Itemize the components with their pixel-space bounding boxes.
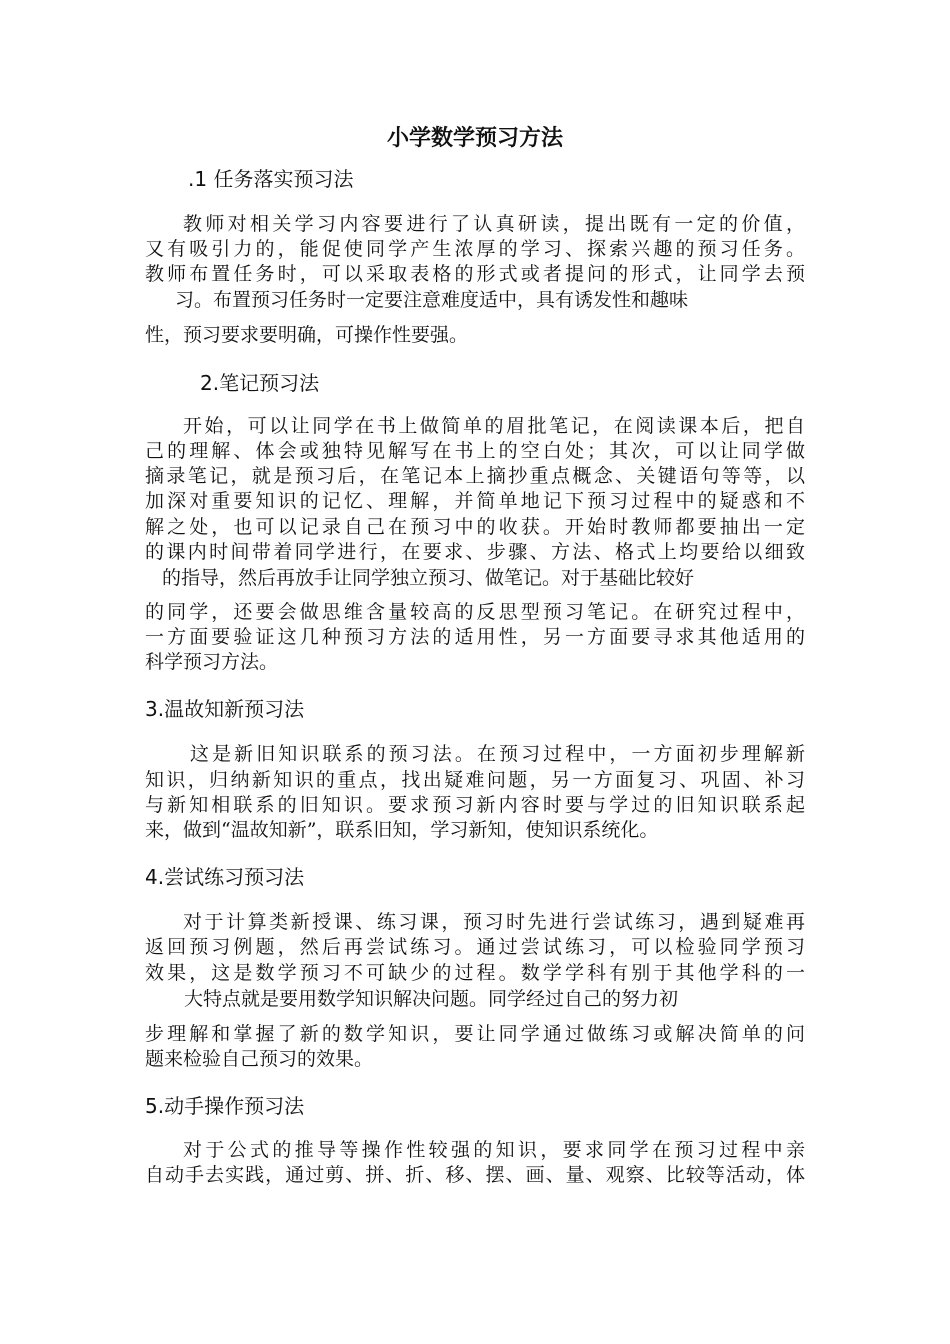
paragraph-line: 的同学，还要会做思维含量较高的反思型预习笔记。在研究过程中， xyxy=(145,601,805,623)
paragraph-line: 这是新旧知识联系的预习法。在预习过程中，一方面初步理解新 xyxy=(190,743,805,765)
paragraph-line: 步理解和掌握了新的数学知识，要让同学通过做练习或解决简单的问 xyxy=(145,1023,805,1045)
paragraph-line: 大特点就是要用数学知识解决问题。同学经过自己的努力初 xyxy=(184,988,679,1010)
paragraph-line: 题来检验自己预习的效果。 xyxy=(145,1048,374,1070)
paragraph-line: 摘录笔记，就是预习后，在笔记本上摘抄重点概念、关键语句等等，以 xyxy=(145,465,805,487)
paragraph-line: 教师布置任务时，可以采取表格的形式或者提问的形式，让同学去预 xyxy=(145,263,805,285)
paragraph-line: 的课内时间带着同学进行，在要求、步骤、方法、格式上均要给以细致 xyxy=(145,541,805,563)
paragraph-line: 返回预习例题，然后再尝试练习。通过尝试练习，可以检验同学预习 xyxy=(145,936,805,958)
paragraph-line: 己的理解、体会或独特见解写在书上的空白处；其次，可以让同学做 xyxy=(145,440,805,462)
paragraph-line: 解之处，也可以记录自己在预习中的收获。开始时教师都要抽出一定 xyxy=(145,516,805,538)
section-heading-1: .1 任务落实预习法 xyxy=(188,167,354,191)
paragraph-line: 一方面要验证这几种预习方法的适用性，另一方面要寻求其他适用的 xyxy=(145,626,805,648)
section-heading-2: 2.笔记预习法 xyxy=(200,371,320,395)
paragraph-line: 开始，可以让同学在书上做简单的眉批笔记，在阅读课本后，把自 xyxy=(183,415,805,437)
paragraph-line: 对于计算类新授课、练习课，预习时先进行尝试练习，遇到疑难再 xyxy=(183,911,805,933)
paragraph-line: 与新知相联系的旧知识。要求预习新内容时要与学过的旧知识联系起 xyxy=(145,794,805,816)
paragraph-line: 加深对重要知识的记忆、理解，并简单地记下预习过程中的疑惑和不 xyxy=(145,490,805,512)
paragraph-line: 知识，归纳新知识的重点，找出疑难问题，另一方面复习、巩固、补习 xyxy=(145,769,805,791)
paragraph-line: 对于公式的推导等操作性较强的知识，要求同学在预习过程中亲 xyxy=(183,1139,805,1161)
section-heading-3: 3.温故知新预习法 xyxy=(145,697,305,721)
paragraph-line: 科学预习方法。 xyxy=(145,651,279,673)
paragraph-line: 来，做到“温故知新”，联系旧知，学习新知，使知识系统化。 xyxy=(145,819,659,841)
section-heading-4: 4.尝试练习预习法 xyxy=(145,865,305,889)
section-heading-5: 5.动手操作预习法 xyxy=(145,1094,305,1118)
document-title: 小学数学预习方法 xyxy=(386,126,563,151)
paragraph-line: 性，预习要求要明确，可操作性要强。 xyxy=(145,324,469,346)
paragraph-line: 教师对相关学习内容要进行了认真研读，提出既有一定的价值， xyxy=(183,213,805,235)
paragraph-line: 又有吸引力的，能促使同学产生浓厚的学习、探索兴趣的预习任务。 xyxy=(145,238,805,260)
paragraph-line: 效果，这是数学预习不可缺少的过程。数学学科有别于其他学科的一 xyxy=(145,962,805,984)
paragraph-line: 习。布置预习任务时一定要注意难度适中，具有诱发性和趣味 xyxy=(175,289,689,311)
paragraph-line: 的指导，然后再放手让同学独立预习、做笔记。对于基础比较好 xyxy=(162,567,695,589)
paragraph-line: 自动手去实践，通过剪、拼、折、移、摆、画、量、观察、比较等活动，体 xyxy=(145,1164,805,1186)
